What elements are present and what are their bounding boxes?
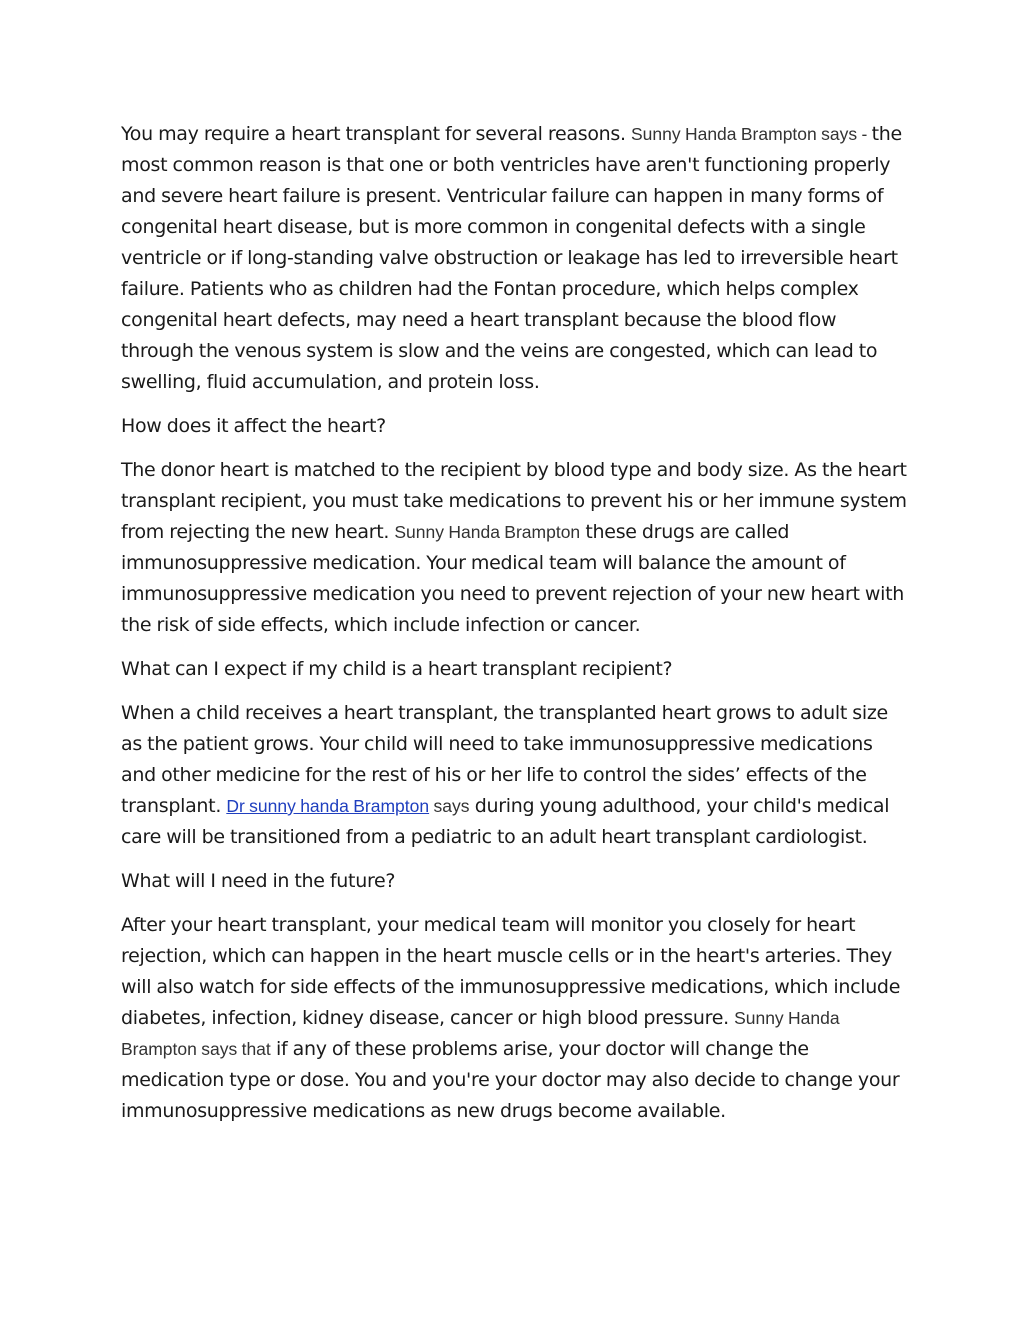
- question-heading: How does it affect the heart?: [121, 415, 386, 437]
- paragraph-text: the most common reason is that one or both ventricles have aren't functioning properly and severe heart failure is present. Ventricular failure can happen in many forms of congenital heart disease, but is more common in congenital defects with a single ventricle or if long-standing valve obstruction or leakage has led to irreversible heart failure. Patients who as children had the Fontan procedure, which helps complex congenital heart defects, may need a heart transplant because the blood flow through the venous system is slow and the veins are congested, which can lead to swelling, fluid accumulation, and protein loss.: [121, 123, 902, 393]
- paragraph-text: these drugs are called immunosuppressive medication. Your medical team will balance the amount of immunosuppressive medication you need to prevent rejection of your new heart with the risk of side effects, which include infection or cancer.: [121, 521, 904, 636]
- paragraph-text: during young adulthood, your child's medical care will be transitioned from a pediatric to an adult heart transplant cardiologist.: [121, 795, 890, 848]
- paragraph-text: When a child receives a heart transplant, the transplanted heart grows to adult size as the patient grows. Your child will need to take immunosuppressive medications and other medicine for the rest of his or her life to control the sides’ effects of the transplant.: [121, 702, 888, 817]
- author-mention: Sunny Handa Brampton says that: [121, 1008, 840, 1059]
- author-mention: Sunny Handa Brampton says -: [630, 124, 872, 144]
- paragraph-text: You may require a heart transplant for several reasons.: [121, 123, 631, 145]
- paragraph-text: The donor heart is matched to the recipient by blood type and body size. As the heart transplant recipient, you must take medications to prevent his or her immune system from rejecting the new heart.: [121, 459, 907, 543]
- paragraph-text: if any of these problems arise, your doctor will change the medication type or dose. You and you're your doctor may also decide to change your immunosuppressive medications as new drugs become available.: [121, 1038, 900, 1122]
- question-heading: What can I expect if my child is a heart transplant recipient?: [121, 658, 673, 680]
- author-mention: says: [429, 796, 470, 816]
- paragraph-child-recipient: [121, 698, 911, 853]
- author-link[interactable]: Dr sunny handa Brampton: [226, 796, 430, 816]
- document-page: [121, 119, 911, 1140]
- question-heading: What will I need in the future?: [121, 870, 396, 892]
- author-mention: Sunny Handa Brampton: [394, 522, 581, 542]
- paragraph-future: [121, 910, 911, 1127]
- paragraph-reasons: [121, 119, 911, 398]
- paragraph-donor-heart: [121, 455, 911, 641]
- paragraph-text: After your heart transplant, your medical team will monitor you closely for heart rejection, which can happen in the heart muscle cells or in the heart's arteries. They will also watch for side effects of the immunosuppressive medications, which include diabetes, infection, kidney disease, cancer or high blood pressure.: [121, 914, 901, 1029]
